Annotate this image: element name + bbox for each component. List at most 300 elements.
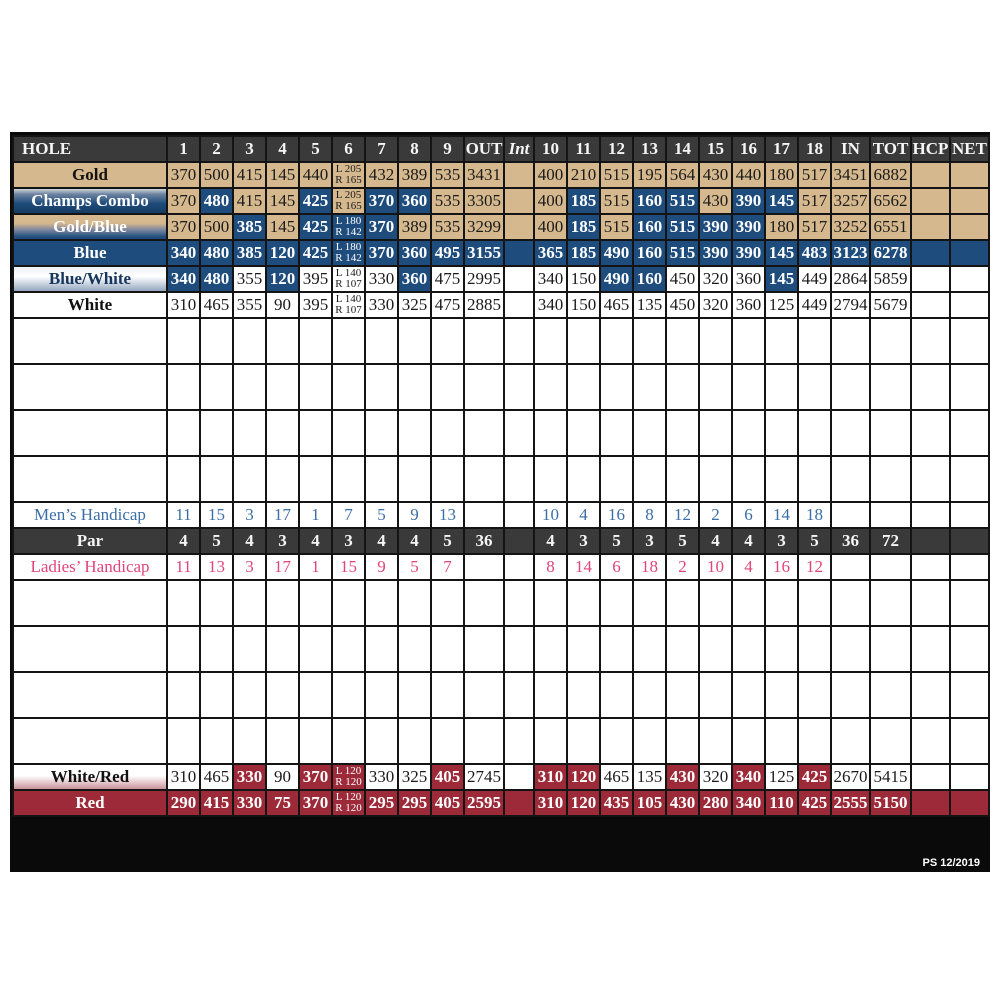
score-entry-cell [765, 580, 798, 626]
cell: 480 [200, 240, 233, 266]
cell: 8 [633, 502, 666, 528]
cell: 72 [870, 528, 911, 554]
score-entry-cell [464, 456, 504, 502]
cell: 517 [798, 188, 831, 214]
score-entry-cell [798, 364, 831, 410]
cell: 370 [299, 790, 332, 816]
cell: L 205 R 165 [332, 188, 365, 214]
cell: 15 [200, 502, 233, 528]
cell: 480 [200, 188, 233, 214]
score-entry-cell [200, 456, 233, 502]
cell: 9 [365, 554, 398, 580]
cell: 2885 [464, 292, 504, 318]
cell: 9 [398, 502, 431, 528]
col-header-17: 17 [765, 136, 798, 162]
cell: 145 [266, 162, 299, 188]
cell: 390 [732, 188, 765, 214]
cell [504, 266, 534, 292]
cell: 5 [666, 528, 699, 554]
score-entry-cell [567, 718, 600, 764]
cell [911, 528, 950, 554]
cell [950, 162, 989, 188]
score-entry-cell [633, 456, 666, 502]
cell: 2670 [831, 764, 870, 790]
cell [504, 188, 534, 214]
cell: 150 [567, 266, 600, 292]
score-entry-cell [831, 672, 870, 718]
cell: 515 [600, 214, 633, 240]
cell: 8 [534, 554, 567, 580]
cell: 15 [332, 554, 365, 580]
cell: 340 [167, 240, 200, 266]
cell [911, 188, 950, 214]
cell: L 120 R 120 [332, 764, 365, 790]
cell: 360 [398, 188, 431, 214]
score-entry-cell [567, 626, 600, 672]
cell: 465 [600, 292, 633, 318]
score-entry-cell [365, 672, 398, 718]
cell: 10 [534, 502, 567, 528]
score-entry-cell [831, 364, 870, 410]
cell: 4 [534, 528, 567, 554]
score-entry-cell [666, 456, 699, 502]
score-entry-cell [765, 672, 798, 718]
cell: 3 [633, 528, 666, 554]
cell: 320 [699, 266, 732, 292]
score-entry-cell [504, 364, 534, 410]
cell: 405 [431, 790, 464, 816]
cell: 11 [167, 502, 200, 528]
cell [504, 240, 534, 266]
score-entry-cell [233, 456, 266, 502]
cell: 370 [365, 188, 398, 214]
cell: 150 [567, 292, 600, 318]
cell: 385 [233, 214, 266, 240]
score-entry-cell [398, 672, 431, 718]
cell: 370 [299, 764, 332, 790]
score-entry-cell [732, 626, 765, 672]
score-entry-cell [365, 410, 398, 456]
cell: 110 [765, 790, 798, 816]
score-entry-cell [504, 410, 534, 456]
cell: 400 [534, 214, 567, 240]
cell: 430 [699, 162, 732, 188]
score-entry-cell [699, 318, 732, 364]
score-entry-cell [233, 718, 266, 764]
score-entry-cell [167, 318, 200, 364]
score-entry-cell [666, 364, 699, 410]
cell: 16 [600, 502, 633, 528]
cell: 475 [431, 292, 464, 318]
cell: 483 [798, 240, 831, 266]
cell: 5 [365, 502, 398, 528]
cell: 18 [798, 502, 831, 528]
cell [464, 502, 504, 528]
score-entry-cell [831, 410, 870, 456]
cell: 4 [365, 528, 398, 554]
cell: 330 [365, 764, 398, 790]
score-entry-cell [504, 626, 534, 672]
cell [911, 764, 950, 790]
col-header-6: 6 [332, 136, 365, 162]
score-entry-cell [464, 580, 504, 626]
cell: 3 [567, 528, 600, 554]
cell [911, 790, 950, 816]
score-entry-cell [870, 456, 911, 502]
cell: 425 [798, 790, 831, 816]
cell: 4 [299, 528, 332, 554]
score-entry-cell [200, 580, 233, 626]
score-entry-cell [699, 580, 732, 626]
col-header-10: 10 [534, 136, 567, 162]
cell: 500 [200, 162, 233, 188]
cell: 13 [200, 554, 233, 580]
cell: 2 [666, 554, 699, 580]
score-entry-cell [464, 410, 504, 456]
score-entry-cell [666, 718, 699, 764]
score-entry-cell [950, 718, 989, 764]
cell: 145 [266, 188, 299, 214]
score-entry-cell [633, 410, 666, 456]
cell: 310 [167, 292, 200, 318]
cell: 160 [633, 266, 666, 292]
cell: 6882 [870, 162, 911, 188]
score-entry-cell [798, 672, 831, 718]
score-entry-cell [699, 410, 732, 456]
score-entry-cell [332, 580, 365, 626]
row-label-gold: Gold [13, 162, 167, 188]
cell: 185 [567, 240, 600, 266]
col-header-12: 12 [600, 136, 633, 162]
row-label-red: Red [13, 790, 167, 816]
cell: 440 [732, 162, 765, 188]
scorecard-frame [10, 132, 990, 872]
cell: 3431 [464, 162, 504, 188]
score-entry-cell [233, 364, 266, 410]
score-entry-cell [266, 718, 299, 764]
score-entry-cell [504, 672, 534, 718]
cell: 4 [233, 528, 266, 554]
cell: 515 [600, 162, 633, 188]
cell: 145 [266, 214, 299, 240]
cell: 517 [798, 162, 831, 188]
cell [950, 266, 989, 292]
score-entry-cell [950, 580, 989, 626]
score-entry-cell [266, 456, 299, 502]
cell: 2555 [831, 790, 870, 816]
score-entry-cell [233, 410, 266, 456]
cell: 3123 [831, 240, 870, 266]
cell: 120 [567, 790, 600, 816]
cell: 185 [567, 214, 600, 240]
cell: 180 [765, 162, 798, 188]
score-entry-cell [299, 580, 332, 626]
score-entry-cell [332, 672, 365, 718]
score-entry-cell [567, 364, 600, 410]
cell: 425 [299, 240, 332, 266]
cell [950, 502, 989, 528]
score-entry-cell [732, 318, 765, 364]
cell: 185 [567, 188, 600, 214]
score-entry-cell [699, 718, 732, 764]
cell: 535 [431, 162, 464, 188]
score-entry-cell [950, 410, 989, 456]
score-entry-cell [666, 580, 699, 626]
score-entry-cell [567, 410, 600, 456]
col-header-18: 18 [798, 136, 831, 162]
col-header-9: 9 [431, 136, 464, 162]
cell [831, 502, 870, 528]
score-entry-cell [870, 626, 911, 672]
score-entry-cell [200, 318, 233, 364]
score-entry-cell [504, 456, 534, 502]
col-header-in: IN [831, 136, 870, 162]
cell [504, 292, 534, 318]
cell: 360 [732, 292, 765, 318]
cell: 17 [266, 554, 299, 580]
cell: 320 [699, 292, 732, 318]
cell: L 140 R 107 [332, 292, 365, 318]
score-entry-cell [266, 364, 299, 410]
cell: 390 [699, 240, 732, 266]
score-entry-cell [870, 364, 911, 410]
col-header-tot: TOT [870, 136, 911, 162]
cell: 449 [798, 266, 831, 292]
score-entry-cell [600, 626, 633, 672]
score-entry-cell [699, 456, 732, 502]
cell: 17 [266, 502, 299, 528]
cell: 2 [699, 502, 732, 528]
score-entry-cell [299, 672, 332, 718]
cell: 36 [464, 528, 504, 554]
cell: 340 [534, 292, 567, 318]
cell: 405 [431, 764, 464, 790]
cell: 3451 [831, 162, 870, 188]
cell: 7 [332, 502, 365, 528]
cell: 355 [233, 292, 266, 318]
score-entry-cell [504, 718, 534, 764]
cell: 535 [431, 188, 464, 214]
cell: 355 [233, 266, 266, 292]
cell: 120 [266, 240, 299, 266]
cell: L 180 R 142 [332, 214, 365, 240]
col-header-int: Int [504, 136, 534, 162]
cell: 3257 [831, 188, 870, 214]
score-entry-cell [534, 626, 567, 672]
score-entry-cell [332, 318, 365, 364]
cell: 6 [600, 554, 633, 580]
cell: 415 [200, 790, 233, 816]
cell: 6 [732, 502, 765, 528]
score-entry-cell [911, 672, 950, 718]
score-entry-cell [332, 456, 365, 502]
col-header-1: 1 [167, 136, 200, 162]
row-label-blue: Blue [13, 240, 167, 266]
cell: 4 [167, 528, 200, 554]
score-entry-cell [831, 580, 870, 626]
score-entry-cell [732, 364, 765, 410]
score-entry-cell [431, 318, 464, 364]
col-header-out: OUT [464, 136, 504, 162]
score-entry-cell [633, 364, 666, 410]
score-entry-cell [431, 626, 464, 672]
cell: 310 [167, 764, 200, 790]
row-label-white-red: White/Red [13, 764, 167, 790]
score-entry-cell [950, 318, 989, 364]
cell: 210 [567, 162, 600, 188]
score-entry-cell [831, 626, 870, 672]
score-entry-cell [765, 626, 798, 672]
cell: 360 [398, 240, 431, 266]
cell: 330 [365, 266, 398, 292]
score-entry-cell [732, 580, 765, 626]
score-entry-cell [950, 364, 989, 410]
cell: 450 [666, 266, 699, 292]
score-entry-cell [765, 718, 798, 764]
score-entry-cell [699, 626, 732, 672]
cell: 475 [431, 266, 464, 292]
score-entry-cell [870, 672, 911, 718]
score-entry-cell [600, 318, 633, 364]
score-entry-cell [398, 318, 431, 364]
cell: 5415 [870, 764, 911, 790]
cell: 5 [798, 528, 831, 554]
score-entry-cell [534, 580, 567, 626]
cell [950, 214, 989, 240]
row-label-par: Par [13, 528, 167, 554]
score-entry-cell [633, 318, 666, 364]
score-entry-cell [870, 410, 911, 456]
score-entry-cell [534, 718, 567, 764]
score-entry-cell [200, 718, 233, 764]
cell: 11 [167, 554, 200, 580]
score-entry-cell [633, 718, 666, 764]
cell: 90 [266, 292, 299, 318]
cell: 3299 [464, 214, 504, 240]
cell: 330 [365, 292, 398, 318]
score-entry-cell [765, 364, 798, 410]
cell: 425 [299, 188, 332, 214]
score-entry-cell [233, 318, 266, 364]
row-label-gold-blue: Gold/Blue [13, 214, 167, 240]
score-entry-cell [398, 364, 431, 410]
cell: L 140 R 107 [332, 266, 365, 292]
cell: 4 [732, 528, 765, 554]
cell: 145 [765, 240, 798, 266]
cell [504, 528, 534, 554]
score-entry-cell [167, 718, 200, 764]
score-entry-cell [798, 318, 831, 364]
score-entry-cell [600, 718, 633, 764]
row-label-men-s-handicap: Men’s Handicap [13, 502, 167, 528]
cell: 435 [600, 790, 633, 816]
row-label-empty-row [13, 626, 167, 672]
cell: 465 [200, 292, 233, 318]
col-header-8: 8 [398, 136, 431, 162]
cell: 3 [332, 528, 365, 554]
cell [950, 528, 989, 554]
cell: 370 [365, 240, 398, 266]
cell [504, 214, 534, 240]
score-entry-cell [870, 580, 911, 626]
cell: 320 [699, 764, 732, 790]
cell: 105 [633, 790, 666, 816]
cell [911, 214, 950, 240]
cell: 330 [233, 764, 266, 790]
cell: 6562 [870, 188, 911, 214]
score-entry-cell [798, 580, 831, 626]
score-entry-cell [167, 364, 200, 410]
score-entry-cell [464, 318, 504, 364]
col-header-16: 16 [732, 136, 765, 162]
cell: 465 [200, 764, 233, 790]
score-entry-cell [332, 718, 365, 764]
score-entry-cell [431, 580, 464, 626]
col-header-hole: HOLE [13, 136, 167, 162]
cell [950, 790, 989, 816]
cell: 430 [699, 188, 732, 214]
score-entry-cell [431, 456, 464, 502]
cell: 5 [200, 528, 233, 554]
score-entry-cell [365, 456, 398, 502]
cell: 340 [167, 266, 200, 292]
score-entry-cell [666, 318, 699, 364]
cell: 18 [633, 554, 666, 580]
cell: 2995 [464, 266, 504, 292]
score-entry-cell [699, 364, 732, 410]
score-entry-cell [798, 626, 831, 672]
cell: 360 [732, 266, 765, 292]
score-entry-cell [600, 580, 633, 626]
score-entry-cell [266, 672, 299, 718]
cell [504, 790, 534, 816]
col-header-5: 5 [299, 136, 332, 162]
score-entry-cell [950, 456, 989, 502]
col-header-4: 4 [266, 136, 299, 162]
score-entry-cell [332, 364, 365, 410]
cell: 120 [567, 764, 600, 790]
score-entry-cell [233, 626, 266, 672]
cell: 370 [167, 214, 200, 240]
cell: 295 [365, 790, 398, 816]
score-entry-cell [299, 626, 332, 672]
cell [950, 188, 989, 214]
cell: 4 [398, 528, 431, 554]
cell: 195 [633, 162, 666, 188]
score-entry-cell [950, 626, 989, 672]
cell: 290 [167, 790, 200, 816]
score-entry-cell [831, 718, 870, 764]
cell [911, 292, 950, 318]
cell: 145 [765, 266, 798, 292]
score-entry-cell [911, 718, 950, 764]
col-header-13: 13 [633, 136, 666, 162]
score-entry-cell [233, 672, 266, 718]
cell: 390 [732, 240, 765, 266]
cell: 385 [233, 240, 266, 266]
cell [831, 554, 870, 580]
cell: 135 [633, 764, 666, 790]
score-entry-cell [200, 626, 233, 672]
col-header-3: 3 [233, 136, 266, 162]
cell: 3 [233, 502, 266, 528]
score-entry-cell [600, 672, 633, 718]
cell: 5859 [870, 266, 911, 292]
score-entry-cell [534, 672, 567, 718]
cell: 395 [299, 266, 332, 292]
cell: 564 [666, 162, 699, 188]
score-entry-cell [567, 318, 600, 364]
